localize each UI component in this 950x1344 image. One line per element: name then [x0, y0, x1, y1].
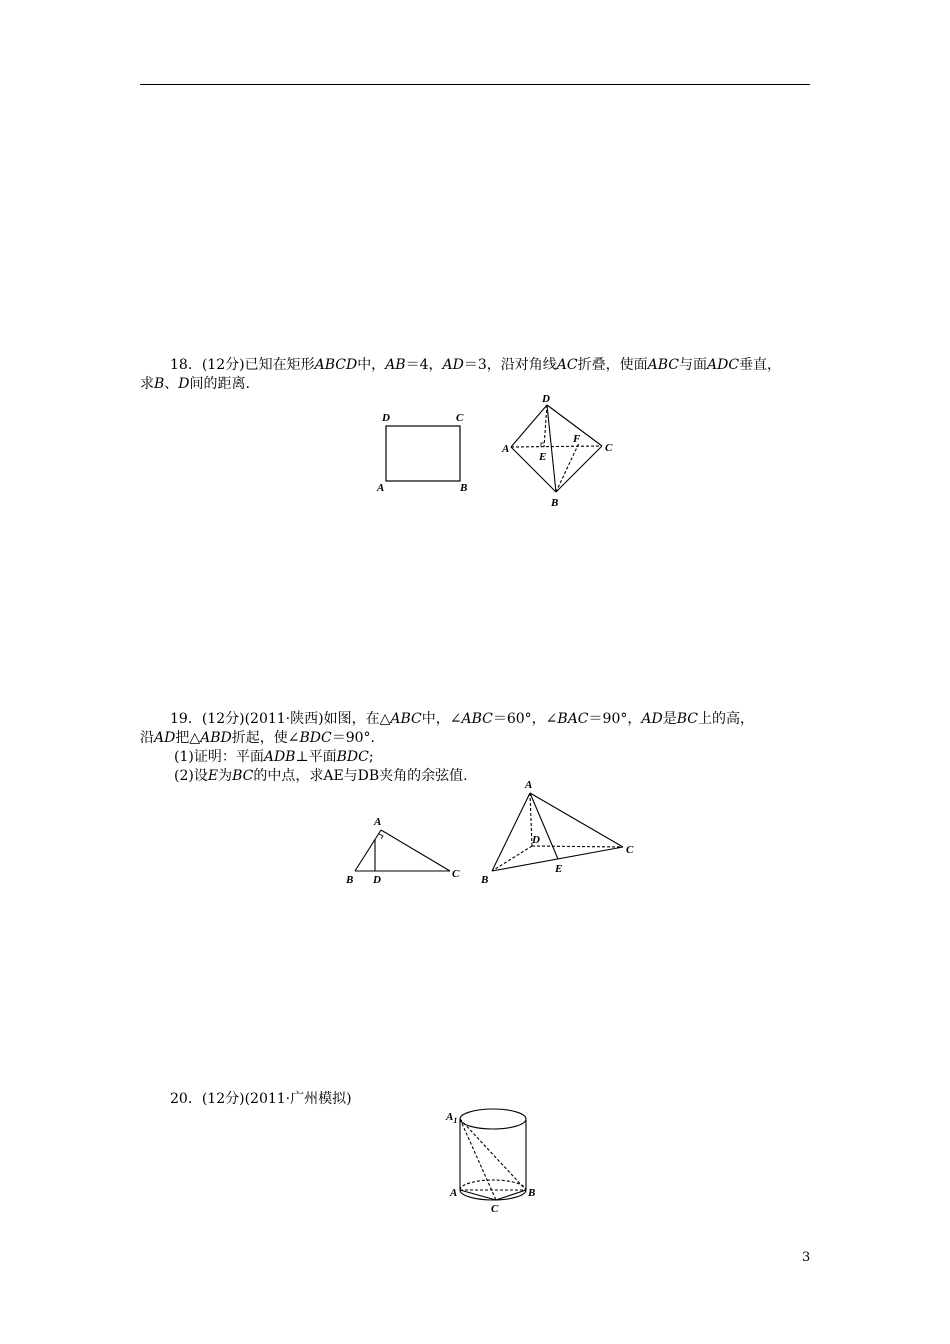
label-b: B	[346, 874, 354, 886]
problem-19-part-2: (2)设E为BC的中点，求AE与DB夹角的余弦值.	[174, 768, 468, 784]
label-e: E	[555, 863, 563, 875]
problem-number: 20	[170, 1091, 188, 1107]
problem-20-line-1: 20．(12分)(2011·广州模拟)	[170, 1091, 352, 1107]
label-c: C	[626, 844, 634, 856]
figure-20-cylinder	[440, 1100, 550, 1218]
problem-19-line-1: 19．(12分)(2011·陕西)如图，在△ABC中，∠ABC＝60°，∠BAC＝90°，AD是BC上的高，	[170, 711, 754, 727]
label-f: F	[573, 433, 581, 445]
problem-18	[140, 356, 820, 394]
label-a: A	[377, 482, 385, 494]
problem-score: (12分)	[201, 1091, 245, 1107]
label-c: C	[491, 1203, 499, 1215]
label-a1: $A_1$	[446, 1111, 458, 1125]
problem-19-line-2: 沿AD把△ABD折起，使∠BDC＝90°.	[140, 730, 375, 746]
label-c: C	[456, 412, 464, 424]
page-number: 3	[802, 1250, 811, 1265]
problem-score: (12分)	[201, 357, 245, 373]
figure-19-triangle	[340, 812, 470, 890]
label-b: B	[481, 874, 489, 886]
problem-number: 19	[170, 711, 188, 727]
label-d: D	[382, 412, 390, 424]
figure-19-folded	[475, 775, 645, 890]
label-b: B	[551, 497, 559, 509]
problem-score: (12分)	[201, 711, 245, 727]
label-d: D	[542, 393, 550, 405]
figure-18-rectangle	[370, 405, 480, 495]
problem-18-line-2: 求B、D间的距离.	[140, 376, 250, 392]
label-a: A	[374, 816, 382, 828]
label-a: A	[502, 443, 510, 455]
label-d: D	[532, 834, 540, 846]
problem-source: (2011·陕西)	[244, 711, 324, 727]
label-b: B	[460, 482, 468, 494]
problem-18-line-1: 18．(12分)已知在矩形ABCD中，AB＝4，AD＝3，沿对角线AC折叠，使面ABC与面ADC垂直，	[170, 357, 782, 373]
label-c: C	[605, 442, 613, 454]
problem-source: (2011·广州模拟)	[244, 1091, 352, 1107]
problem-19-part-1: (1)证明：平面ADB⊥平面BDC;	[174, 749, 374, 765]
label-a: A	[450, 1187, 458, 1199]
label-e: E	[539, 451, 547, 463]
label-b: B	[528, 1187, 536, 1199]
label-d: D	[373, 874, 381, 886]
problem-number: 18	[170, 357, 188, 373]
label-c: C	[452, 868, 460, 880]
figure-18-folded	[500, 390, 630, 515]
header-rule	[140, 84, 810, 85]
label-a: A	[525, 779, 533, 791]
